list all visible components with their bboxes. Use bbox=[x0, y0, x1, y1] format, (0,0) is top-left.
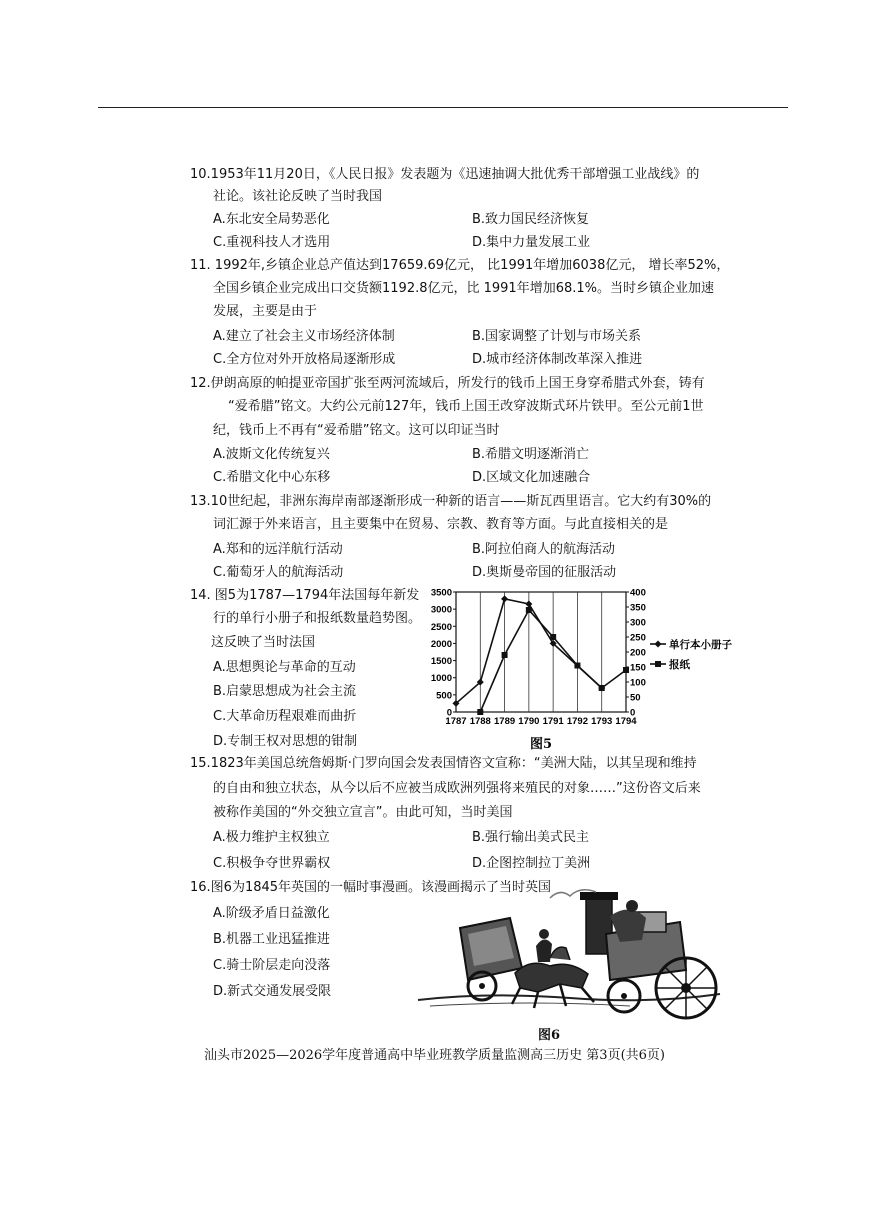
right-axis-tick-label: 300 bbox=[630, 617, 646, 629]
figure-6-caption: 图6 bbox=[538, 1028, 561, 1043]
left-axis-tick-label: 500 bbox=[436, 690, 452, 702]
question-16-option-D: D.新式交通发展受限 bbox=[213, 984, 332, 999]
legend-marker-2 bbox=[655, 661, 661, 667]
right-axis-tick-label: 50 bbox=[630, 692, 641, 704]
question-11-stem-line: 11. 1992年,乡镇企业总产值达到17659.69亿元， 比1991年增加6038亿元， 增长率52%， bbox=[190, 258, 730, 273]
question-10-stem-line: 社论。该社论反映了当时我国 bbox=[213, 189, 383, 204]
series-1-point bbox=[501, 595, 508, 602]
question-16-option-C: C.骑士阶层走向没落 bbox=[213, 958, 331, 973]
question-12-option-B: B.希腊文明逐渐消亡 bbox=[472, 447, 590, 462]
question-10-option-A: A.东北安全局势恶化 bbox=[213, 212, 330, 227]
question-15-stem-line: 的自由和独立状态，从今以后不应被当成欧洲列强将来殖民的对象……”这份咨文后来 bbox=[213, 781, 701, 796]
legend-marker-1 bbox=[655, 641, 662, 648]
question-11-option-C: C.全方位对外开放格局逐渐形成 bbox=[213, 352, 396, 367]
x-axis-tick-label: 1792 bbox=[566, 716, 588, 727]
question-14-option-A: A.思想舆论与革命的互动 bbox=[213, 660, 356, 675]
series-2-point bbox=[623, 667, 629, 673]
question-13-option-C: C.葡萄牙人的航海活动 bbox=[213, 565, 344, 580]
question-15-option-D: D.企图控制拉丁美洲 bbox=[472, 856, 591, 871]
question-10-option-C: C.重视科技人才选用 bbox=[213, 235, 331, 250]
series-2-point bbox=[599, 685, 605, 691]
series-2-point bbox=[574, 663, 580, 669]
legend-label-2: 报纸 bbox=[669, 659, 690, 671]
figure-6-cartoon bbox=[410, 888, 728, 1043]
question-15-option-A: A.极力维护主权独立 bbox=[213, 830, 330, 845]
question-12-stem-line: 12.伊朗高原的帕提亚帝国扩张至两河流域后，所发行的钱币上国王身穿希腊式外套，铸有 bbox=[190, 376, 705, 391]
legend-label-1: 单行本小册子 bbox=[669, 639, 732, 651]
left-axis-tick-label: 3000 bbox=[430, 604, 452, 616]
left-axis-tick-label: 1500 bbox=[430, 656, 452, 668]
question-14-stem-line: 这反映了当时法国 bbox=[211, 635, 316, 650]
left-axis-tick-label: 2000 bbox=[430, 638, 452, 650]
question-13-option-D: D.奥斯曼帝国的征服活动 bbox=[472, 565, 617, 580]
question-11-option-A: A.建立了社会主义市场经济体制 bbox=[213, 329, 395, 344]
question-15-stem-line: 15.1823年美国总统詹姆斯·门罗向国会发表国情咨文宣称：“美洲大陆，以其呈现和维持 bbox=[190, 756, 697, 771]
question-15-option-B: B.强行输出美式民主 bbox=[472, 830, 590, 845]
question-12-stem-line: 纪，钱币上不再有“爱希腊”铭文。这可以印证当时 bbox=[213, 423, 500, 438]
question-10-option-B: B.致力国民经济恢复 bbox=[472, 212, 590, 227]
x-axis-tick-label: 1788 bbox=[469, 716, 491, 727]
question-13-option-A: A.郑和的远洋航行活动 bbox=[213, 542, 343, 557]
question-14-option-D: D.专制王权对思想的钳制 bbox=[213, 734, 358, 749]
question-11-stem-line: 全国乡镇企业完成出口交货额1192.8亿元，比 1991年增加68.1%。当时乡镇企业加速 bbox=[213, 281, 715, 296]
question-16-stem-line: 16.图6为1845年英国的一幅时事漫画。该漫画揭示了当时英国 bbox=[190, 880, 552, 895]
question-12-option-A: A.波斯文化传统复兴 bbox=[213, 447, 330, 462]
question-15-option-C: C.积极争夺世界霸权 bbox=[213, 856, 331, 871]
series-2-point bbox=[502, 652, 508, 658]
plot-frame bbox=[456, 592, 626, 712]
question-16-option-B: B.机器工业迅猛推进 bbox=[213, 932, 331, 947]
right-axis-tick-label: 200 bbox=[630, 647, 646, 659]
question-16-option-A: A.阶级矛盾日益激化 bbox=[213, 906, 330, 921]
right-axis-tick-label: 150 bbox=[630, 662, 646, 674]
left-axis-tick-label: 3500 bbox=[430, 587, 452, 599]
x-axis-tick-label: 1790 bbox=[518, 716, 540, 727]
question-14-stem-line: 行的单行小册子和报纸数量趋势图。 bbox=[213, 611, 422, 626]
question-11-stem-line: 发展，主要是由于 bbox=[213, 304, 318, 319]
right-axis-tick-label: 350 bbox=[630, 602, 646, 614]
question-13-stem-line: 13.10世纪起，非洲东海岸南部逐渐形成一种新的语言——斯瓦西里语言。它大约有30%的 bbox=[190, 494, 712, 509]
left-axis-tick-label: 1000 bbox=[430, 673, 452, 685]
question-10-stem-line: 10.1953年11月20日，《人民日报》发表题为《迅速抽调大批优秀干部增强工业战线》的 bbox=[190, 167, 700, 182]
series-2-point bbox=[477, 709, 483, 715]
x-axis-tick-label: 1789 bbox=[494, 716, 516, 727]
question-12-option-D: D.区域文化加速融合 bbox=[472, 470, 591, 485]
series-2-point bbox=[526, 607, 532, 613]
figure-5-chart bbox=[428, 584, 764, 754]
question-15-stem-line: 被称作美国的“外交独立宣言”。由此可知，当时美国 bbox=[213, 805, 513, 820]
series-1-point bbox=[525, 601, 532, 608]
x-axis-tick-label: 1791 bbox=[542, 716, 564, 727]
question-13-stem-line: 词汇源于外来语言，且主要集中在贸易、宗教、教育等方面。与此直接相关的是 bbox=[213, 517, 669, 532]
chart-svg bbox=[428, 584, 764, 754]
x-axis-tick-label: 1794 bbox=[615, 716, 637, 727]
left-axis-tick-label: 0 bbox=[446, 707, 452, 719]
chart-title: 图5 bbox=[529, 737, 553, 752]
right-axis-tick-label: 400 bbox=[630, 587, 646, 599]
question-14-option-B: B.启蒙思想成为社会主流 bbox=[213, 684, 357, 699]
left-axis-tick-label: 2500 bbox=[430, 621, 452, 633]
question-14-option-C: C.大革命历程艰难而曲折 bbox=[213, 709, 357, 724]
series-2-point bbox=[550, 634, 556, 640]
page-footer: 汕头市2025—2026学年度普通高中毕业班教学质量监测高三历史 第3页(共6页) bbox=[204, 1048, 665, 1063]
question-13-option-B: B.阿拉伯商人的航海活动 bbox=[472, 542, 616, 557]
right-axis-tick-label: 100 bbox=[630, 677, 646, 689]
x-axis-tick-label: 1793 bbox=[591, 716, 613, 727]
right-axis-tick-label: 0 bbox=[630, 707, 636, 719]
question-11-option-B: B.国家调整了计划与市场关系 bbox=[472, 329, 642, 344]
question-11-option-D: D.城市经济体制改革深入推进 bbox=[472, 352, 643, 367]
cartoon-illustration bbox=[410, 888, 728, 1036]
x-axis-tick-label: 1787 bbox=[445, 716, 467, 727]
question-10-option-D: D.集中力量发展工业 bbox=[472, 235, 591, 250]
question-12-stem-line: “爱希腊”铭文。大约公元前127年，钱币上国王改穿波斯式环片铁甲。至公元前1世 bbox=[228, 399, 704, 414]
right-axis-tick-label: 250 bbox=[630, 632, 646, 644]
header-rule bbox=[98, 107, 788, 108]
question-12-option-C: C.希腊文化中心东移 bbox=[213, 470, 331, 485]
question-14-stem-line: 14. 图5为1787—1794年法国每年新发 bbox=[190, 588, 420, 603]
